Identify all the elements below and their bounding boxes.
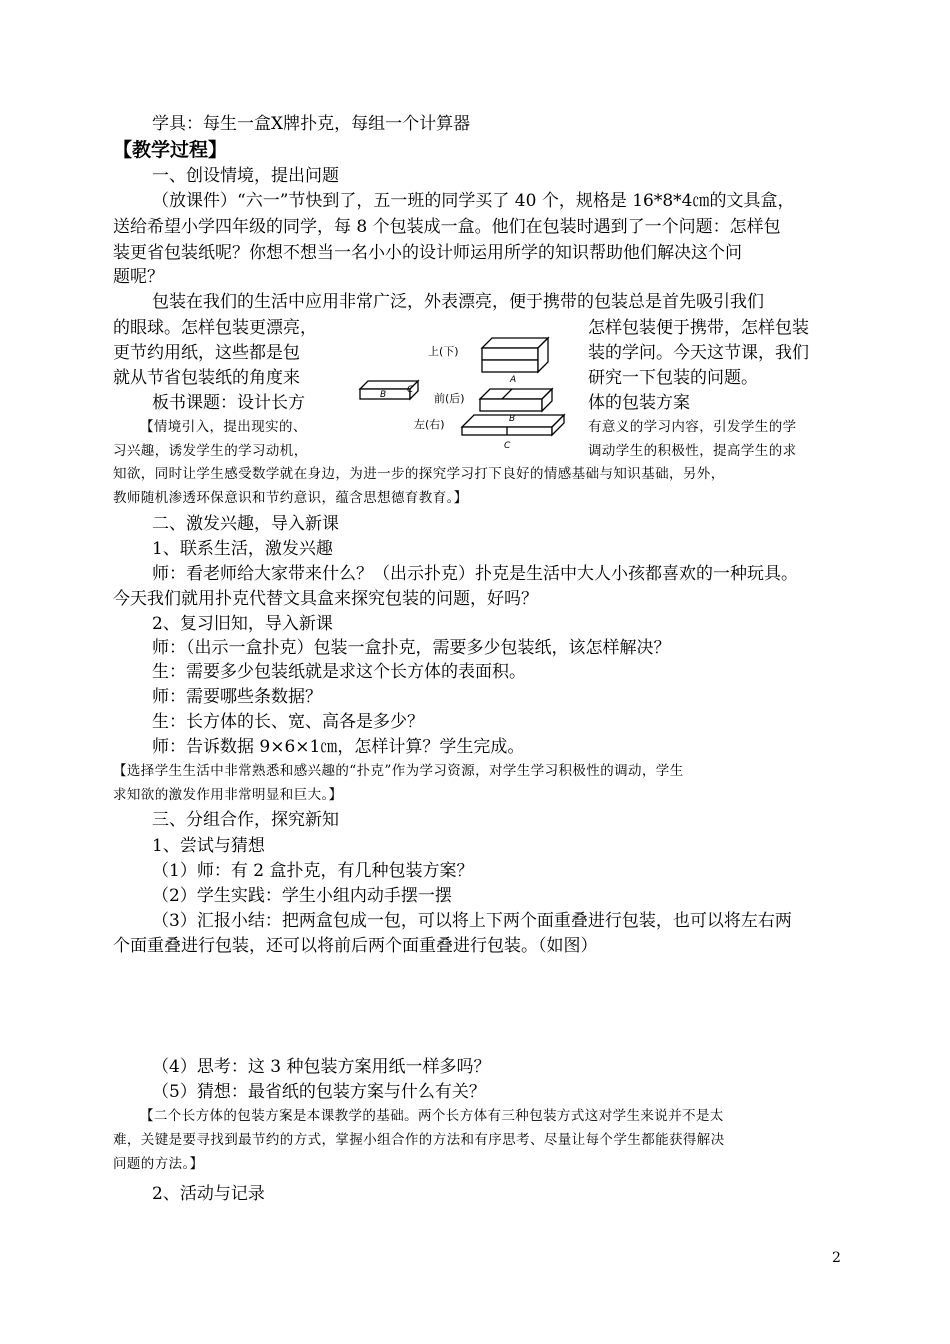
paragraph-line: 送给希望小学四年级的同学，每 8 个包装成一盒。他们在包装时遇到了一个问题：怎样包 [113,217,781,237]
box-packaging-diagram [352,326,582,454]
label-b-middle: B [509,414,516,424]
label-a-upper: A [510,375,517,385]
front-back-box-top-face [480,389,552,399]
stacked-box-top-face [482,338,548,348]
paragraph-line: 师：看老师给大家带来什么？（出示扑克）扑克是生活中大人小孩都喜欢的一种玩具。 [152,564,798,584]
tools-line: 学具：每生一盒Ⅹ牌扑克，每组一个计算器 [152,114,471,134]
paragraph-line: 题呢？ [113,267,164,287]
front-back-box-front [480,399,542,411]
section-1-title: 一、创设情境，提出问题 [152,166,339,186]
dialogue-line: 生：需要多少包装纸就是求这个长方体的表面积。 [152,662,526,682]
teaching-process-heading: 【教学过程】 [113,139,228,161]
list-item: （1）师：有 2 盒扑克，有几种包装方案？ [152,861,474,881]
section-3-title: 三、分组合作，探究新知 [152,810,339,830]
note-line-right: 有意义的学习内容，引发学生的学 [588,419,797,435]
paragraph-line: 包装在我们的生活中应用非常广泛，外表漂亮，便于携带的包装总是首先吸引我们 [152,292,764,312]
list-item: （5）猜想：最省纸的包装方案与什么有关？ [152,1082,486,1102]
note-line: 【选择学生生活中非常熟悉和感兴趣的“扑克”作为学习资源，对学生学习积极性的调动，学生 [113,763,684,779]
label-b-single: B [380,390,387,400]
paragraph-line: 装更省包装纸呢？你想不想当一名小小的设计师运用所学的知识帮助他们解决这个问 [113,243,742,263]
board-title-left: 板书课题：设计长方 [152,393,305,413]
section-2-title: 二、激发兴趣，导入新课 [152,514,339,534]
note-line: 求知欲的激发作用非常明显和巨大。】 [113,787,343,803]
label-front-back: 前(后) [434,392,465,405]
paragraph-line: （放课件）“六一”节快到了，五一班的同学买了 40 个，规格是 16*8*4㎝的文具盒， [152,191,795,211]
note-line-right: 调动学生的积极性，提高学生的求 [588,443,797,459]
subsection-2-1-title: 1、联系生活，激发兴趣 [152,539,333,559]
subsection-2-2-title: 2、复习旧知，导入新课 [152,614,333,634]
label-left-right: 左(右) [414,418,445,431]
dialogue-line: 师：（出示一盒扑克）包装一盒扑克，需要多少包装纸，该怎样解决？ [152,638,671,658]
note-line: 教师随机渗透环保意识和节约意识，蕴含思想德育教育。】 [113,490,468,506]
stacked-box-lower [482,360,538,372]
list-item: （3）汇报小结：把两盒包成一包，可以将上下两个面重叠进行包装，也可以将左右两 [152,911,792,931]
subsection-3-2-title: 2、活动与记录 [152,1184,265,1204]
paragraph-line-left: 的眼球。怎样包装更漂亮， [113,318,317,338]
note-line: 问题的方法。】 [113,1156,204,1172]
label-c-lower: C [504,441,511,451]
list-item-continued: 个面重叠进行包装，还可以将前后两个面重叠进行包装。（如图） [113,936,598,956]
board-title-right: 体的包装方案 [588,393,690,413]
paragraph-line-right: 装的学问。今天这节课，我们 [588,343,809,363]
paragraph-line-right: 研究一下包装的问题。 [588,368,758,388]
list-item: （2）学生实践：学生小组内动手摆一摆 [152,886,452,906]
list-item: （4）思考：这 3 种包装方案用纸一样多吗？ [152,1057,491,1077]
note-line: 知欲，同时让学生感受数学就在身边，为进一步的探究学习打下良好的情感基础与知识基础，另外， [113,466,725,482]
label-c-single: C [407,385,414,395]
note-line-left: 习兴趣，诱发学生的学习动机， [113,443,308,459]
note-line: 难，关键是要寻找到最节约的方式，掌握小组合作的方法和有序思考、尽量让每个学生都能获得解决 [113,1132,725,1148]
paragraph-line: 今天我们就用扑克代替文具盒来探究包装的问题，好吗？ [113,589,538,609]
subsection-3-1-title: 1、尝试与猜想 [152,836,265,856]
paragraph-line-left: 更节约用纸，这些都是包 [113,343,300,363]
note-line-left: 【情境引入，提出现实的、 [140,419,307,435]
paragraph-line-right: 怎样包装便于携带，怎样包装 [588,318,809,338]
dialogue-line: 师：需要哪些条数据？ [152,687,322,707]
paragraph-line-left: 就从节省包装纸的角度来 [113,368,300,388]
dialogue-line: 师：告诉数据 9×6×1㎝，怎样计算？学生完成。 [152,737,525,757]
note-line: 【二个长方体的包装方案是本课教学的基础。两个长方体有三种包装方式这对学生来说并不是太 [140,1108,724,1124]
stacked-box-upper [482,348,538,360]
label-top-bottom: 上(下) [428,345,459,358]
dialogue-line: 生：长方体的长、宽、高各是多少？ [152,712,424,732]
page-number: 2 [832,1250,841,1266]
